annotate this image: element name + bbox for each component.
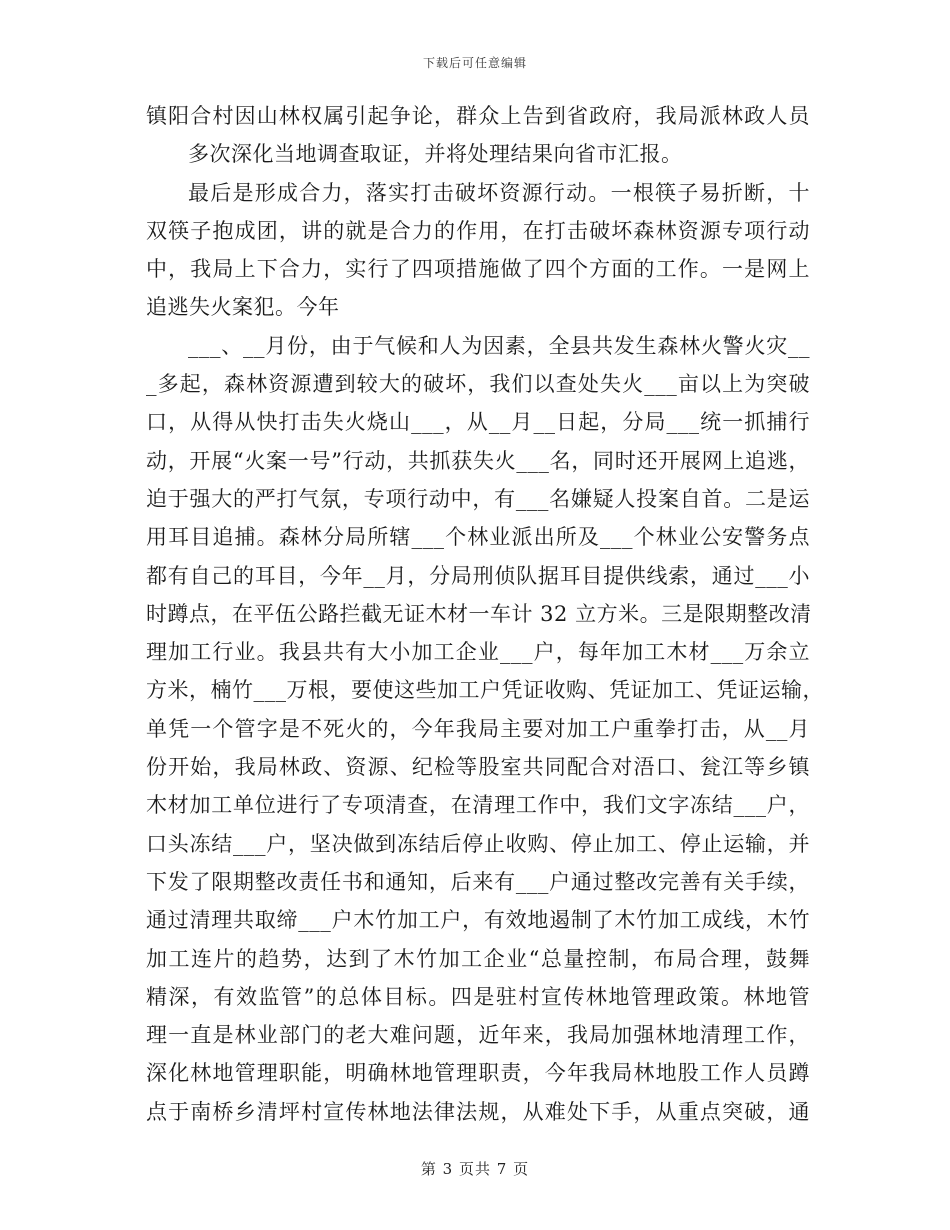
page-header: 下载后可任意编辑 (422, 56, 527, 70)
text-line: 动，开展“火案一号”行动，共抓获失火___名，同时还开展网上追逃， (146, 448, 810, 473)
text-line: 精深，有效监管”的总体目标。四是驻村宣传林地管理政策。林地管 (146, 984, 810, 1009)
text-line: 口，从得从快打击失火烧山___，从__月__日起，分局___统一抓捕行 (146, 410, 810, 435)
document-body (146, 100, 824, 1134)
text-line: 多次深化当地调查取证，并将处理结果向省市汇报。 (188, 142, 683, 167)
text-line: 最后是形成合力，落实打击破坏资源行动。一根筷子易折断，十 (188, 180, 810, 205)
text-line: 追逃失火案犯。今年 (146, 295, 340, 320)
text-line: 口头冻结___户，坚决做到冻结后停止收购、停止加工、停止运输，并 (146, 831, 810, 856)
text-line: 理一直是林业部门的老大难问题，近年来，我局加强林地清理工作， (146, 1023, 810, 1048)
text-line: 份开始，我局林政、资源、纪检等股室共同配合对浯口、瓮江等乡镇 (146, 755, 810, 780)
text-line: 镇阳合村因山林权属引起争论，群众上告到省政府，我局派林政人员 (146, 104, 810, 128)
text-line: 点于南桥乡清坪村宣传林地法律法规，从难处下手，从重点突破，通 (146, 1099, 810, 1124)
text-line: 理加工行业。我县共有大小加工企业___户，每年加工木材___万余立 (146, 640, 810, 665)
text-line: 都有自己的耳目，今年__月，分局刑侦队据耳目提供线索，通过___小 (146, 563, 810, 588)
text-line: 木材加工单位进行了专项清查，在清理工作中，我们文字冻结___户， (146, 793, 810, 818)
text-line: 迫于强大的严打气氛，专项行动中，有___名嫌疑人投案自首。二是运 (146, 486, 810, 511)
text-line: 深化林地管理职能，明确林地管理职责，今年我局林地股工作人员蹲 (146, 1061, 810, 1086)
text-line: 加工连片的趋势，达到了木竹加工企业“总量控制，布局合理，鼓舞 (146, 946, 810, 971)
text-line: 方米，楠竹___万根，要使这些加工户凭证收购、凭证加工、凭证运输， (146, 678, 824, 703)
text-line: 双筷子抱成团，讲的就是合力的作用，在打击破坏森林资源专项行动 (146, 218, 810, 243)
text-line: _多起，森林资源遭到较大的破坏，我们以查处失火___亩以上为突破 (146, 372, 810, 397)
text-line: 时蹲点，在平伍公路拦截无证木材一车计 32 立方米。三是限期整改清 (146, 601, 812, 626)
page-footer: 第 3 页共 7 页 (420, 1160, 530, 1178)
text-line: 用耳目追捕。森林分局所辖___个林业派出所及___个林业公安警务点 (146, 525, 810, 550)
text-line: 下发了限期整改责任书和通知，后来有___户通过整改完善有关手续， (146, 869, 810, 894)
text-line: ___、__月份，由于气候和人为因素，全县共发生森林火警火灾__ (188, 333, 810, 358)
text-line: 单凭一个管字是不死火的，今年我局主要对加工户重拳打击，从__月 (146, 716, 810, 741)
text-line: 通过清理共取缔___户木竹加工户，有效地遏制了木竹加工成线，木竹 (146, 908, 810, 933)
text-line: 中，我局上下合力，实行了四项措施做了四个方面的工作。一是网上 (146, 257, 810, 282)
